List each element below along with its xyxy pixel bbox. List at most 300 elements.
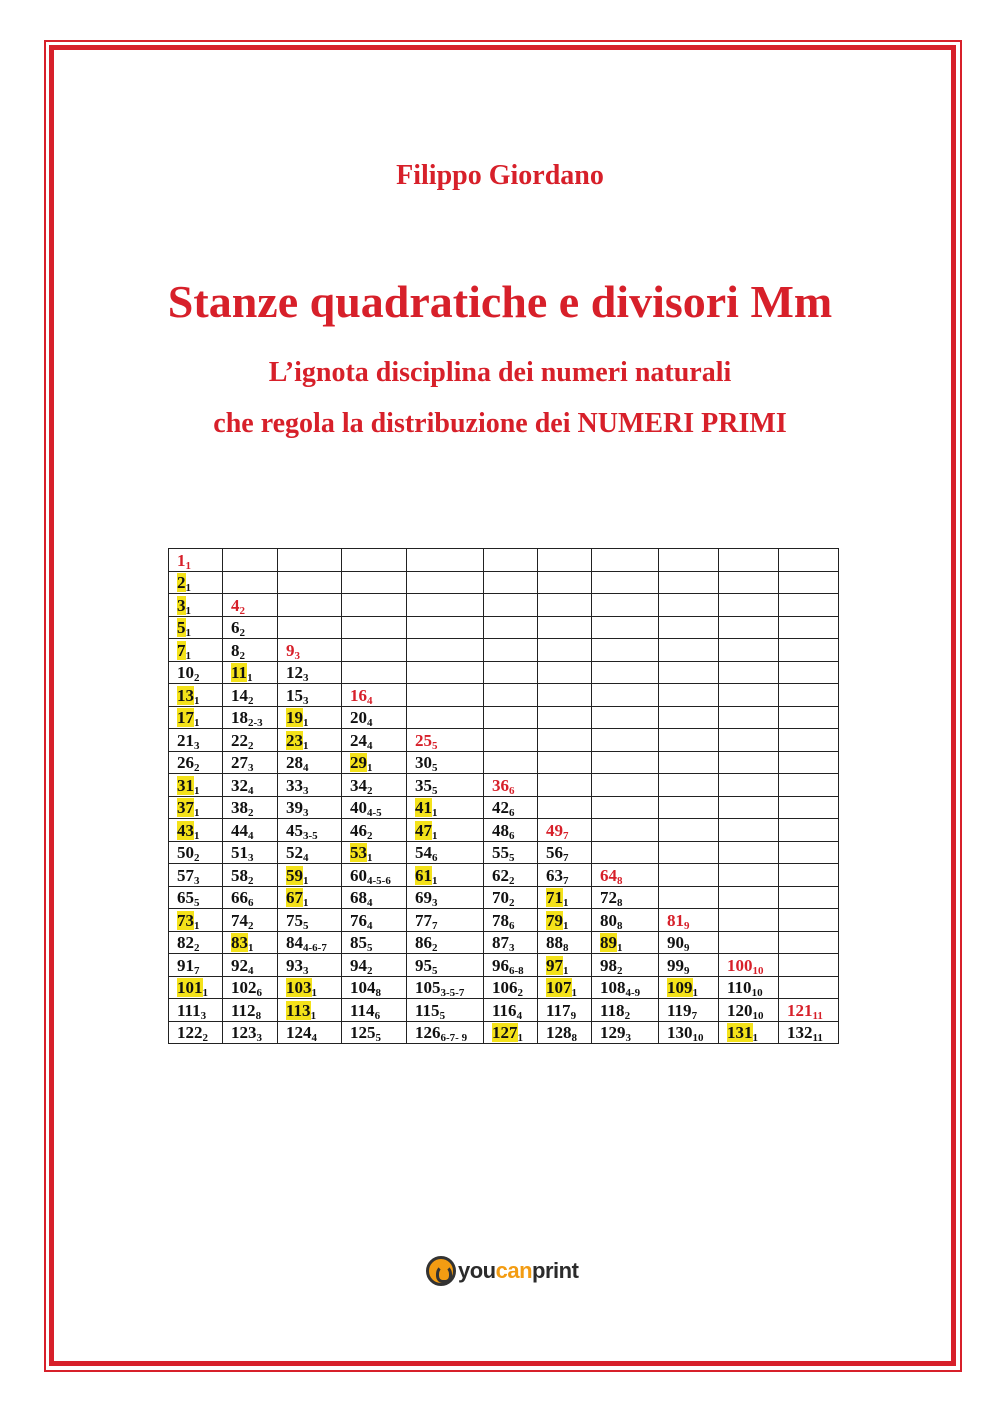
- table-cell: [407, 864, 484, 887]
- divisor-subscript: 3: [303, 672, 309, 684]
- table-cell: [592, 909, 659, 932]
- table-cell: [407, 1021, 484, 1044]
- square-number: 25: [415, 730, 432, 750]
- divisor-subscript: 10: [752, 1009, 764, 1021]
- table-cell: [538, 639, 592, 662]
- divisor-subscript: 9: [684, 942, 690, 954]
- table-cell: [169, 639, 223, 662]
- table-cell: [484, 909, 538, 932]
- table-cell: [719, 706, 779, 729]
- table-cell: [278, 1021, 342, 1044]
- number: 35: [415, 775, 432, 795]
- prime-number: 109: [667, 978, 693, 997]
- number: 33: [286, 775, 303, 795]
- table-cell: [592, 1021, 659, 1044]
- table-cell: [779, 616, 839, 639]
- number: 96: [492, 955, 509, 975]
- table-cell: [407, 999, 484, 1022]
- prime-number: 3: [177, 595, 186, 615]
- number: 15: [286, 685, 303, 705]
- table-cell: [592, 751, 659, 774]
- table-row: [169, 594, 839, 617]
- table-cell: [169, 774, 223, 797]
- table-cell: [169, 661, 223, 684]
- number: 48: [492, 820, 509, 840]
- number: 111: [177, 1000, 201, 1020]
- number: 126: [415, 1023, 441, 1042]
- divisor-subscript: 8: [563, 942, 569, 954]
- table-cell: [779, 661, 839, 684]
- divisor-subscript: 2: [202, 1032, 208, 1044]
- table-cell: [407, 729, 484, 752]
- table-cell: [719, 931, 779, 954]
- table-cell: [407, 549, 484, 572]
- table-row: [169, 571, 839, 594]
- table-cell: [484, 751, 538, 774]
- number: 22: [231, 730, 248, 750]
- logo-text-can: can: [495, 1258, 533, 1283]
- prime-number: 43: [177, 820, 194, 840]
- number: 80: [600, 910, 617, 930]
- table-cell: [659, 639, 719, 662]
- number: 110: [727, 978, 752, 997]
- number: 102: [231, 978, 257, 997]
- square-number: 121: [787, 1000, 813, 1020]
- table-cell: [779, 774, 839, 797]
- table-cell: [592, 706, 659, 729]
- number: 40: [350, 798, 367, 817]
- table-cell: [659, 976, 719, 999]
- divisor-subscript: 10: [692, 1032, 704, 1044]
- table-cell: [779, 819, 839, 842]
- table-cell: [342, 864, 407, 887]
- table-cell: [342, 729, 407, 752]
- table-cell: [223, 931, 278, 954]
- divisor-subscript: 1: [248, 942, 254, 954]
- divisor-subscript: 1: [563, 897, 569, 909]
- table-cell: [779, 976, 839, 999]
- divisor-subscript: 11: [812, 1032, 823, 1044]
- table-cell: [278, 571, 342, 594]
- divisor-subscript: 4: [303, 852, 309, 864]
- table-cell: [538, 841, 592, 864]
- divisor-subscript: 6: [374, 1009, 381, 1021]
- number: 118: [600, 1000, 625, 1020]
- divisor-subscript: 1: [752, 1032, 758, 1044]
- table-cell: [342, 819, 407, 842]
- number: 10: [177, 663, 194, 682]
- table-cell: [278, 954, 342, 977]
- table-cell: [223, 751, 278, 774]
- table-cell: [407, 594, 484, 617]
- table-cell: [278, 751, 342, 774]
- number: 116: [492, 1000, 517, 1020]
- table-row: [169, 976, 839, 999]
- number: 27: [231, 753, 248, 772]
- square-number: 9: [286, 640, 295, 660]
- prime-number: 113: [286, 1000, 311, 1020]
- table-cell: [659, 954, 719, 977]
- divisor-subscript: 1: [194, 694, 200, 706]
- divisor-subscript: 2: [517, 987, 523, 999]
- table-cell: [779, 909, 839, 932]
- table-cell: [659, 999, 719, 1022]
- table-cell: [342, 774, 407, 797]
- table-cell: [719, 954, 779, 977]
- prime-number: 41: [415, 798, 432, 817]
- number: 104: [350, 978, 376, 997]
- number: 124: [286, 1023, 312, 1042]
- table-cell: [223, 706, 278, 729]
- table-cell: [278, 594, 342, 617]
- table-cell: [592, 819, 659, 842]
- table-cell: [484, 1021, 538, 1044]
- table-cell: [484, 684, 538, 707]
- square-number: 49: [546, 820, 563, 840]
- divisor-subscript: 3: [509, 942, 515, 954]
- divisor-subscript: 3-5-7: [440, 987, 465, 999]
- divisor-subscript: 3: [294, 649, 300, 661]
- table-cell: [779, 1021, 839, 1044]
- table-cell: [719, 774, 779, 797]
- table-cell: [278, 999, 342, 1022]
- table-cell: [484, 931, 538, 954]
- table-cell: [538, 594, 592, 617]
- prime-number: 17: [177, 708, 194, 727]
- divisor-subscript: 2-3: [248, 717, 263, 729]
- table-cell: [659, 819, 719, 842]
- table-cell: [538, 864, 592, 887]
- table-cell: [659, 841, 719, 864]
- divisor-subscript: 5: [303, 919, 309, 931]
- divisor-subscript: 3: [200, 1009, 207, 1021]
- table-cell: [278, 774, 342, 797]
- table-cell: [278, 864, 342, 887]
- divisor-subscript: 3: [256, 1032, 262, 1044]
- prime-number: 29: [350, 753, 367, 772]
- table-cell: [407, 751, 484, 774]
- table-cell: [538, 954, 592, 977]
- prime-number: 31: [177, 775, 194, 795]
- hand-in-circle-icon: [426, 1256, 456, 1286]
- number: 30: [415, 753, 432, 772]
- divisor-subscript: 4: [516, 1009, 523, 1021]
- table-cell: [659, 684, 719, 707]
- divisor-subscript: 2: [194, 672, 200, 684]
- table-cell: [592, 954, 659, 977]
- table-cell: [342, 706, 407, 729]
- divisor-subscript: 1: [194, 717, 200, 729]
- divisor-subscript: 4: [367, 717, 373, 729]
- table-cell: [342, 751, 407, 774]
- table-cell: [223, 729, 278, 752]
- square-number: 100: [727, 955, 753, 975]
- table-cell: [342, 1021, 407, 1044]
- table-cell: [779, 751, 839, 774]
- divisor-subscript: 9: [570, 1009, 577, 1021]
- table-cell: [484, 819, 538, 842]
- divisor-subscript: 4: [303, 762, 309, 774]
- table-cell: [659, 864, 719, 887]
- divisor-subscript: 7: [563, 874, 569, 886]
- number: 86: [415, 933, 432, 952]
- divisor-subscript: 10: [752, 964, 764, 976]
- table-cell: [484, 864, 538, 887]
- table-cell: [278, 684, 342, 707]
- book-title: Stanze quadratiche e divisori Mm: [167, 276, 833, 327]
- prime-number: 61: [415, 865, 432, 885]
- number: 105: [415, 978, 441, 997]
- divisor-subscript: 4: [367, 897, 373, 909]
- table-cell: [223, 1021, 278, 1044]
- number: 95: [415, 955, 432, 975]
- table-row: [169, 796, 839, 819]
- table-cell: [407, 931, 484, 954]
- table-cell: [169, 864, 223, 887]
- divisor-subscript: 1: [194, 829, 200, 841]
- table-cell: [592, 976, 659, 999]
- table-cell: [169, 909, 223, 932]
- divisor-subscript: 7: [563, 852, 569, 864]
- divisor-subscript: 1: [571, 987, 577, 999]
- table-cell: [779, 594, 839, 617]
- prime-number: 97: [546, 955, 563, 975]
- prime-number: 79: [546, 910, 563, 930]
- prime-number: 47: [415, 820, 432, 840]
- table-cell: [342, 594, 407, 617]
- number: 8: [231, 640, 240, 660]
- table-cell: [659, 751, 719, 774]
- square-number: 36: [492, 775, 509, 795]
- table-cell: [342, 931, 407, 954]
- table-cell: [719, 616, 779, 639]
- table-cell: [223, 549, 278, 572]
- divisor-subscript: 5: [432, 739, 438, 751]
- table-cell: [719, 661, 779, 684]
- table-cell: [169, 954, 223, 977]
- divisor-subscript: 5: [432, 964, 438, 976]
- divisor-subscript: 2: [248, 874, 254, 886]
- table-cell: [719, 571, 779, 594]
- table-cell: [659, 886, 719, 909]
- square-number: 1: [177, 550, 186, 570]
- table-cell: [779, 684, 839, 707]
- number: 51: [231, 843, 248, 862]
- number: 58: [231, 865, 248, 885]
- divisor-subscript: 1: [367, 762, 373, 774]
- prime-number: 53: [350, 843, 367, 862]
- divisor-subscript: 10: [751, 987, 763, 999]
- table-cell: [592, 549, 659, 572]
- table-cell: [278, 639, 342, 662]
- table-cell: [484, 549, 538, 572]
- square-number: 16: [350, 685, 367, 705]
- table-cell: [278, 976, 342, 999]
- prime-number: 107: [546, 978, 572, 997]
- divisor-subscript: 4: [367, 694, 373, 706]
- table-cell: [592, 931, 659, 954]
- table-cell: [484, 571, 538, 594]
- number: 65: [177, 888, 194, 907]
- prime-number: 19: [286, 708, 303, 727]
- table-row: [169, 886, 839, 909]
- table-cell: [484, 954, 538, 977]
- table-cell: [223, 976, 278, 999]
- table-cell: [538, 571, 592, 594]
- table-cell: [592, 594, 659, 617]
- table-cell: [659, 571, 719, 594]
- prime-number: 37: [177, 798, 194, 817]
- divisor-subscript: 1: [247, 672, 253, 684]
- number: 115: [415, 1000, 440, 1020]
- table-row: [169, 954, 839, 977]
- table-row: [169, 549, 839, 572]
- divisor-subscript: 5: [432, 784, 438, 796]
- number: 63: [546, 865, 563, 885]
- table-row: [169, 706, 839, 729]
- subtitle-line-1: L’ignota disciplina dei numeri naturali: [268, 357, 732, 388]
- number: 28: [286, 753, 303, 772]
- prime-number: 103: [286, 978, 312, 997]
- divisor-subscript: 4-6-7: [303, 942, 327, 954]
- divisor-subscript: 8: [617, 874, 623, 886]
- prime-number: 89: [600, 933, 617, 952]
- table-cell: [407, 841, 484, 864]
- divisor-subscript: 6: [256, 987, 262, 999]
- number: 42: [492, 798, 509, 817]
- table-cell: [592, 886, 659, 909]
- table-cell: [719, 549, 779, 572]
- table-row: [169, 999, 839, 1022]
- divisor-subscript: 3: [432, 897, 438, 909]
- table-cell: [342, 976, 407, 999]
- table-cell: [342, 549, 407, 572]
- prime-number: 23: [286, 730, 303, 750]
- table-cell: [592, 616, 659, 639]
- table-cell: [779, 729, 839, 752]
- table-cell: [592, 571, 659, 594]
- table-cell: [659, 549, 719, 572]
- divisor-subscript: 3: [303, 964, 309, 976]
- divisor-subscript: 1: [432, 807, 438, 819]
- table-cell: [278, 706, 342, 729]
- divisor-subscript: 3-5: [303, 829, 318, 841]
- prime-number: 101: [177, 978, 203, 997]
- table-cell: [223, 909, 278, 932]
- divisor-subscript: 3: [303, 694, 309, 706]
- prime-number: 83: [231, 933, 248, 952]
- table-cell: [659, 774, 719, 797]
- table-cell: [719, 729, 779, 752]
- number: 77: [415, 910, 432, 930]
- table-cell: [342, 909, 407, 932]
- table-cell: [278, 886, 342, 909]
- table-row: [169, 639, 839, 662]
- number: 128: [546, 1023, 572, 1042]
- number: 93: [286, 955, 303, 975]
- divisor-subscript: 8: [617, 919, 623, 931]
- table-cell: [169, 594, 223, 617]
- table-cell: [659, 1021, 719, 1044]
- table-cell: [223, 819, 278, 842]
- number: 91: [177, 955, 194, 975]
- table-cell: [592, 864, 659, 887]
- table-row: [169, 909, 839, 932]
- divisor-subscript: 1: [185, 649, 191, 661]
- divisor-subscript: 6: [509, 829, 515, 841]
- table-cell: [659, 616, 719, 639]
- table-cell: [719, 684, 779, 707]
- number: 60: [350, 865, 367, 885]
- number: 87: [492, 933, 509, 952]
- number: 106: [492, 978, 518, 997]
- prime-number: 59: [286, 865, 303, 885]
- divisor-subscript: 3: [303, 784, 309, 796]
- number: 132: [787, 1023, 813, 1042]
- table-cell: [538, 819, 592, 842]
- number: 32: [231, 775, 248, 795]
- table-cell: [407, 819, 484, 842]
- divisor-subscript: 1: [185, 559, 191, 571]
- table-cell: [223, 999, 278, 1022]
- divisor-subscript: 7: [691, 1009, 698, 1021]
- number: 21: [177, 730, 194, 750]
- table-cell: [538, 661, 592, 684]
- number: 82: [177, 933, 194, 952]
- divisor-subscript: 6: [509, 784, 515, 796]
- table-cell: [659, 729, 719, 752]
- table-cell: [538, 549, 592, 572]
- table-cell: [592, 999, 659, 1022]
- prime-number: 67: [286, 888, 303, 907]
- table-row: [169, 864, 839, 887]
- table-cell: [659, 909, 719, 932]
- table-cell: [779, 864, 839, 887]
- table-cell: [169, 729, 223, 752]
- number: 88: [546, 933, 563, 952]
- table-cell: [538, 796, 592, 819]
- prime-number: 2: [177, 573, 186, 592]
- table-cell: [719, 1021, 779, 1044]
- divisor-subscript: 1: [367, 852, 373, 864]
- divisor-subscript: 6: [248, 897, 254, 909]
- table-cell: [342, 616, 407, 639]
- table-row: [169, 1021, 839, 1044]
- table-cell: [779, 639, 839, 662]
- table-cell: [407, 774, 484, 797]
- table-cell: [223, 594, 278, 617]
- table-row: [169, 729, 839, 752]
- table-cell: [278, 661, 342, 684]
- table-cell: [342, 841, 407, 864]
- logo-text-print: print: [532, 1258, 579, 1283]
- table-cell: [779, 706, 839, 729]
- number: 117: [546, 1000, 571, 1020]
- table-cell: [169, 571, 223, 594]
- table-cell: [779, 796, 839, 819]
- number: 130: [667, 1023, 693, 1042]
- table-cell: [538, 1021, 592, 1044]
- table-cell: [169, 819, 223, 842]
- number: 85: [350, 933, 367, 952]
- divisor-subscript: 5: [432, 762, 438, 774]
- number: 24: [350, 730, 367, 750]
- divisor-subscript: 1: [311, 987, 317, 999]
- number: 94: [350, 955, 367, 975]
- prime-number: 73: [177, 910, 194, 930]
- table-cell: [484, 594, 538, 617]
- prime-number: 71: [546, 888, 563, 907]
